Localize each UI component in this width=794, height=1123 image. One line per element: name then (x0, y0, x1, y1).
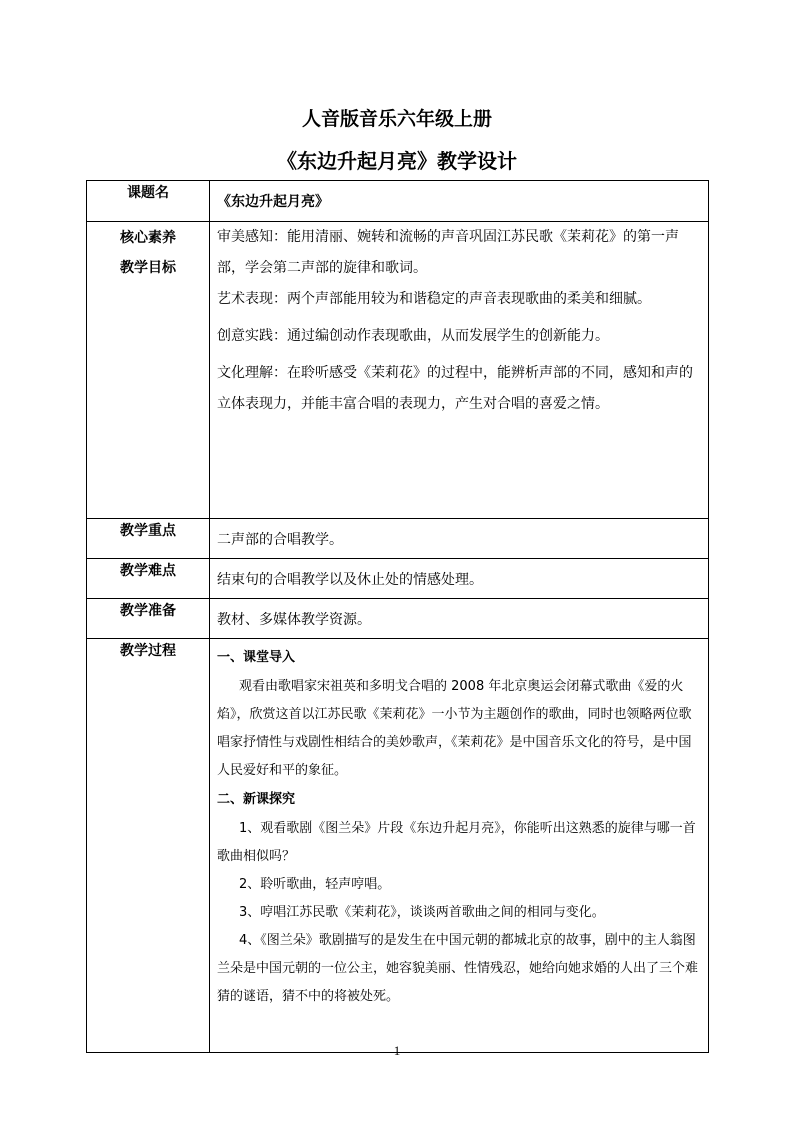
document-subtitle: 《东边升起月亮》教学设计 (277, 149, 517, 173)
difficulty-value: 结束句的合唱教学以及休止处的情感处理。 (210, 559, 709, 599)
step-2: 2、聆听歌曲，轻声哼唱。 (239, 877, 391, 892)
topic-label: 课题名 (87, 181, 210, 222)
key-point-value: 二声部的合唱教学。 (210, 519, 709, 559)
step-4: 4、《图兰朵》歌剧描写的是发生在中国元朝的都城北京的故事，剧中的主人翁图兰朵是中国元朝的一位公主，她容貌美丽、性情残忍，她给向她求婚的人出了三个难猜的谜语，猜不中的将被处死。 (217, 933, 699, 1004)
key-point-label: 教学重点 (87, 519, 210, 559)
goals-label (87, 222, 210, 519)
step-1: 1、观看歌剧《图兰朵》片段《东边升起月亮》，你能听出这熟悉的旋律与哪一首歌曲相似吗？ (217, 821, 696, 864)
goal-artistic: 艺术表现：两个声部能用较为和谐稳定的声音表现歌曲的柔美和细腻。 (217, 291, 651, 307)
goals-label-line2: 教学目标 (120, 260, 176, 276)
goal-cultural: 文化理解：在聆听感受《茉莉花》的过程中，能辨析声部的不同，感知和声的立体表现力，并能丰富合唱的表现力，产生对合唱的喜爱之情。 (217, 365, 693, 412)
section1-heading: 一、课堂导入 (217, 650, 296, 665)
lesson-plan-table (86, 180, 709, 1053)
table-row-process (87, 639, 709, 1053)
document-title: 人音版音乐六年级上册 (301, 108, 492, 130)
table-row-preparation (87, 599, 709, 639)
difficulty-label: 教学难点 (87, 559, 210, 599)
page-number: 1 (393, 1043, 401, 1058)
process-label: 教学过程 (87, 639, 210, 1053)
table-row-goals (87, 222, 709, 519)
section1-text: 观看由歌唱家宋祖英和多明戈合唱的 2008 年北京奥运会闭幕式歌曲《爱的火焰》，欣赏这首以江苏民歌《茉莉花》一小节为主题创作的歌曲，同时也领略两位歌唱家抒情性与戏剧性相结合的美妙歌声，《茉莉花》是中国音乐文化的符号，是中国人民爱好和平的象征。 (217, 679, 692, 778)
section2-heading: 二、新课探究 (217, 792, 296, 807)
step-3: 3、哼唱江苏民歌《茉莉花》，谈谈两首歌曲之间的相同与变化。 (239, 905, 605, 920)
goal-creative: 创意实践：通过编创动作表现歌曲，从而发展学生的创新能力。 (217, 328, 609, 344)
goal-aesthetic: 审美感知：能用清丽、婉转和流畅的声音巩固江苏民歌《茉莉花》的第一声部，学会第二声部的旋律和歌词。 (217, 229, 679, 276)
goals-value (210, 222, 709, 519)
preparation-label: 教学准备 (87, 599, 210, 639)
table-row-key-point (87, 519, 709, 559)
table-row-topic (87, 181, 709, 222)
preparation-value: 教材、多媒体教学资源。 (210, 599, 709, 639)
goals-label-line1: 核心素养 (120, 230, 176, 246)
topic-value: 《东边升起月亮》 (210, 181, 709, 222)
process-value (210, 639, 709, 1053)
table-row-difficulty (87, 559, 709, 599)
